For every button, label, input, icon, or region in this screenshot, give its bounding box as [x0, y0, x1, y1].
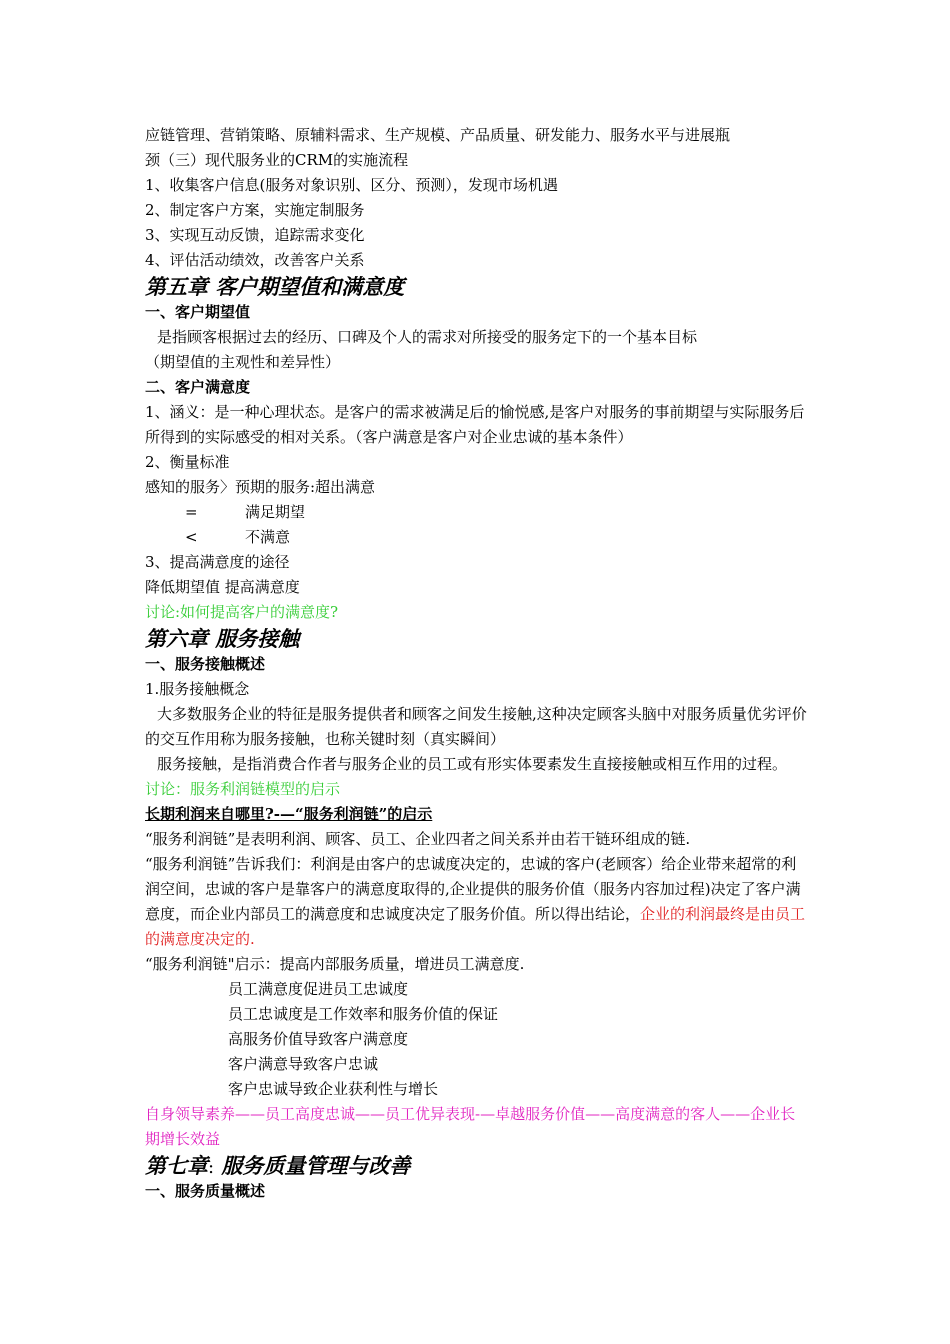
text-line: 应链管理、营销策略、原辅料需求、生产规模、产品质量、研发能力、服务水平与进展瓶: [145, 126, 731, 144]
comparison-symbol: =: [185, 503, 198, 521]
section-heading: 一、客户期望值: [145, 303, 251, 321]
chain-summary: 自身领导素养——员工高度忠诚——员工优异表现-—卓越服务价值——高度满意的客人——企业长期增长效益: [145, 1105, 796, 1148]
list-item: 客户忠诚导致企业获利性与增长: [228, 1080, 439, 1098]
document-page: [145, 123, 810, 1204]
list-item: 客户满意导致客户忠诚: [228, 1055, 379, 1073]
chapter-7-name: 服务质量管理与改善: [214, 1153, 411, 1178]
comparison-row: [145, 500, 810, 525]
paragraph: 服务接触，是指消费合作者与服务企业的员工或有形实体要素发生直接接触或相互作用的过程。: [157, 755, 788, 773]
text-line: 3、实现互动反馈，追踪需求变化: [145, 226, 365, 244]
list-item: 员工满意度促进员工忠诚度: [228, 980, 409, 998]
comparison-row: [145, 525, 810, 550]
paragraph: 感知的服务〉预期的服务:超出满意: [145, 478, 376, 496]
underlined-heading: 长期利润来自哪里?-—“服务利润链”的启示: [145, 805, 433, 823]
paragraph: [145, 852, 810, 952]
paragraph: 大多数服务企业的特征是服务提供者和顾客之间发生接触,这种决定顾客头脑中对服务质量优劣评价的交互作用称为服务接触，也称关键时刻（真实瞬间）: [145, 705, 807, 748]
subsection-heading: 1.服务接触概念: [145, 680, 250, 698]
list-item: 员工忠诚度是工作效率和服务价值的保证: [228, 1005, 499, 1023]
paragraph: 3、提高满意度的途径: [145, 553, 290, 571]
chapter-6-title: 第六章 服务接触: [145, 626, 300, 651]
highlighted-conclusion: 企业的利润最终是由员工的满意度决定的.: [145, 905, 806, 948]
chapter-7-label: 第七章: [145, 1153, 208, 1178]
section-heading: 一、服务质量概述: [145, 1182, 266, 1200]
section-heading: 二、客户满意度: [145, 378, 251, 396]
text-line: 颈（三）现代服务业的CRM的实施流程: [145, 151, 409, 169]
chapter-7-colon: :: [208, 1157, 215, 1178]
text-line: 4、评估活动绩效，改善客户关系: [145, 251, 365, 269]
paragraph: 是指顾客根据过去的经历、口碑及个人的需求对所接受的服务定下的一个基本目标: [157, 328, 698, 346]
paragraph: “服务利润链"启示：提高内部服务质量，增进员工满意度.: [145, 955, 525, 973]
comparison-text: 满足期望: [245, 503, 306, 521]
section-heading: 一、服务接触概述: [145, 655, 266, 673]
text-line: 1、收集客户信息(服务对象识别、区分、预测），发现市场机遇: [145, 176, 558, 194]
comparison-text: 不满意: [245, 528, 291, 546]
paragraph: 1、涵义：是一种心理状态。是客户的需求被满足后的愉悦感,是客户对服务的事前期望与实际服务后所得到的实际感受的相对关系。（客户满意是客户对企业忠诚的基本条件）: [145, 403, 805, 446]
discussion-prompt: 讨论：服务利润链模型的启示: [145, 780, 341, 798]
comparison-symbol: <: [185, 528, 198, 546]
list-item: 高服务价值导致客户满意度: [228, 1030, 409, 1048]
paragraph-text: “服务利润链”告诉我们：利润是由客户的忠诚度决定的，忠诚的客户(老顾客）给企业带来超常的利润空间，忠诚的客户是靠客户的满意度取得的,企业提供的服务价值（服务内容加过程)决定了客户满意度，而企业内部员工的满意度和忠诚度决定了服务价值。所以得出结论，: [145, 855, 801, 923]
chapter-7-title: [145, 1152, 810, 1179]
paragraph: 2、衡量标准: [145, 453, 230, 471]
text-line: 2、制定客户方案，实施定制服务: [145, 201, 365, 219]
paragraph: （期望值的主观性和差异性）: [145, 353, 341, 371]
discussion-prompt: 讨论:如何提高客户的满意度?: [145, 603, 339, 621]
chapter-5-title: 第五章 客户期望值和满意度: [145, 274, 405, 299]
paragraph: 降低期望值 提高满意度: [145, 578, 300, 596]
paragraph: “服务利润链”是表明利润、顾客、员工、企业四者之间关系并由若干链环组成的链.: [145, 830, 691, 848]
